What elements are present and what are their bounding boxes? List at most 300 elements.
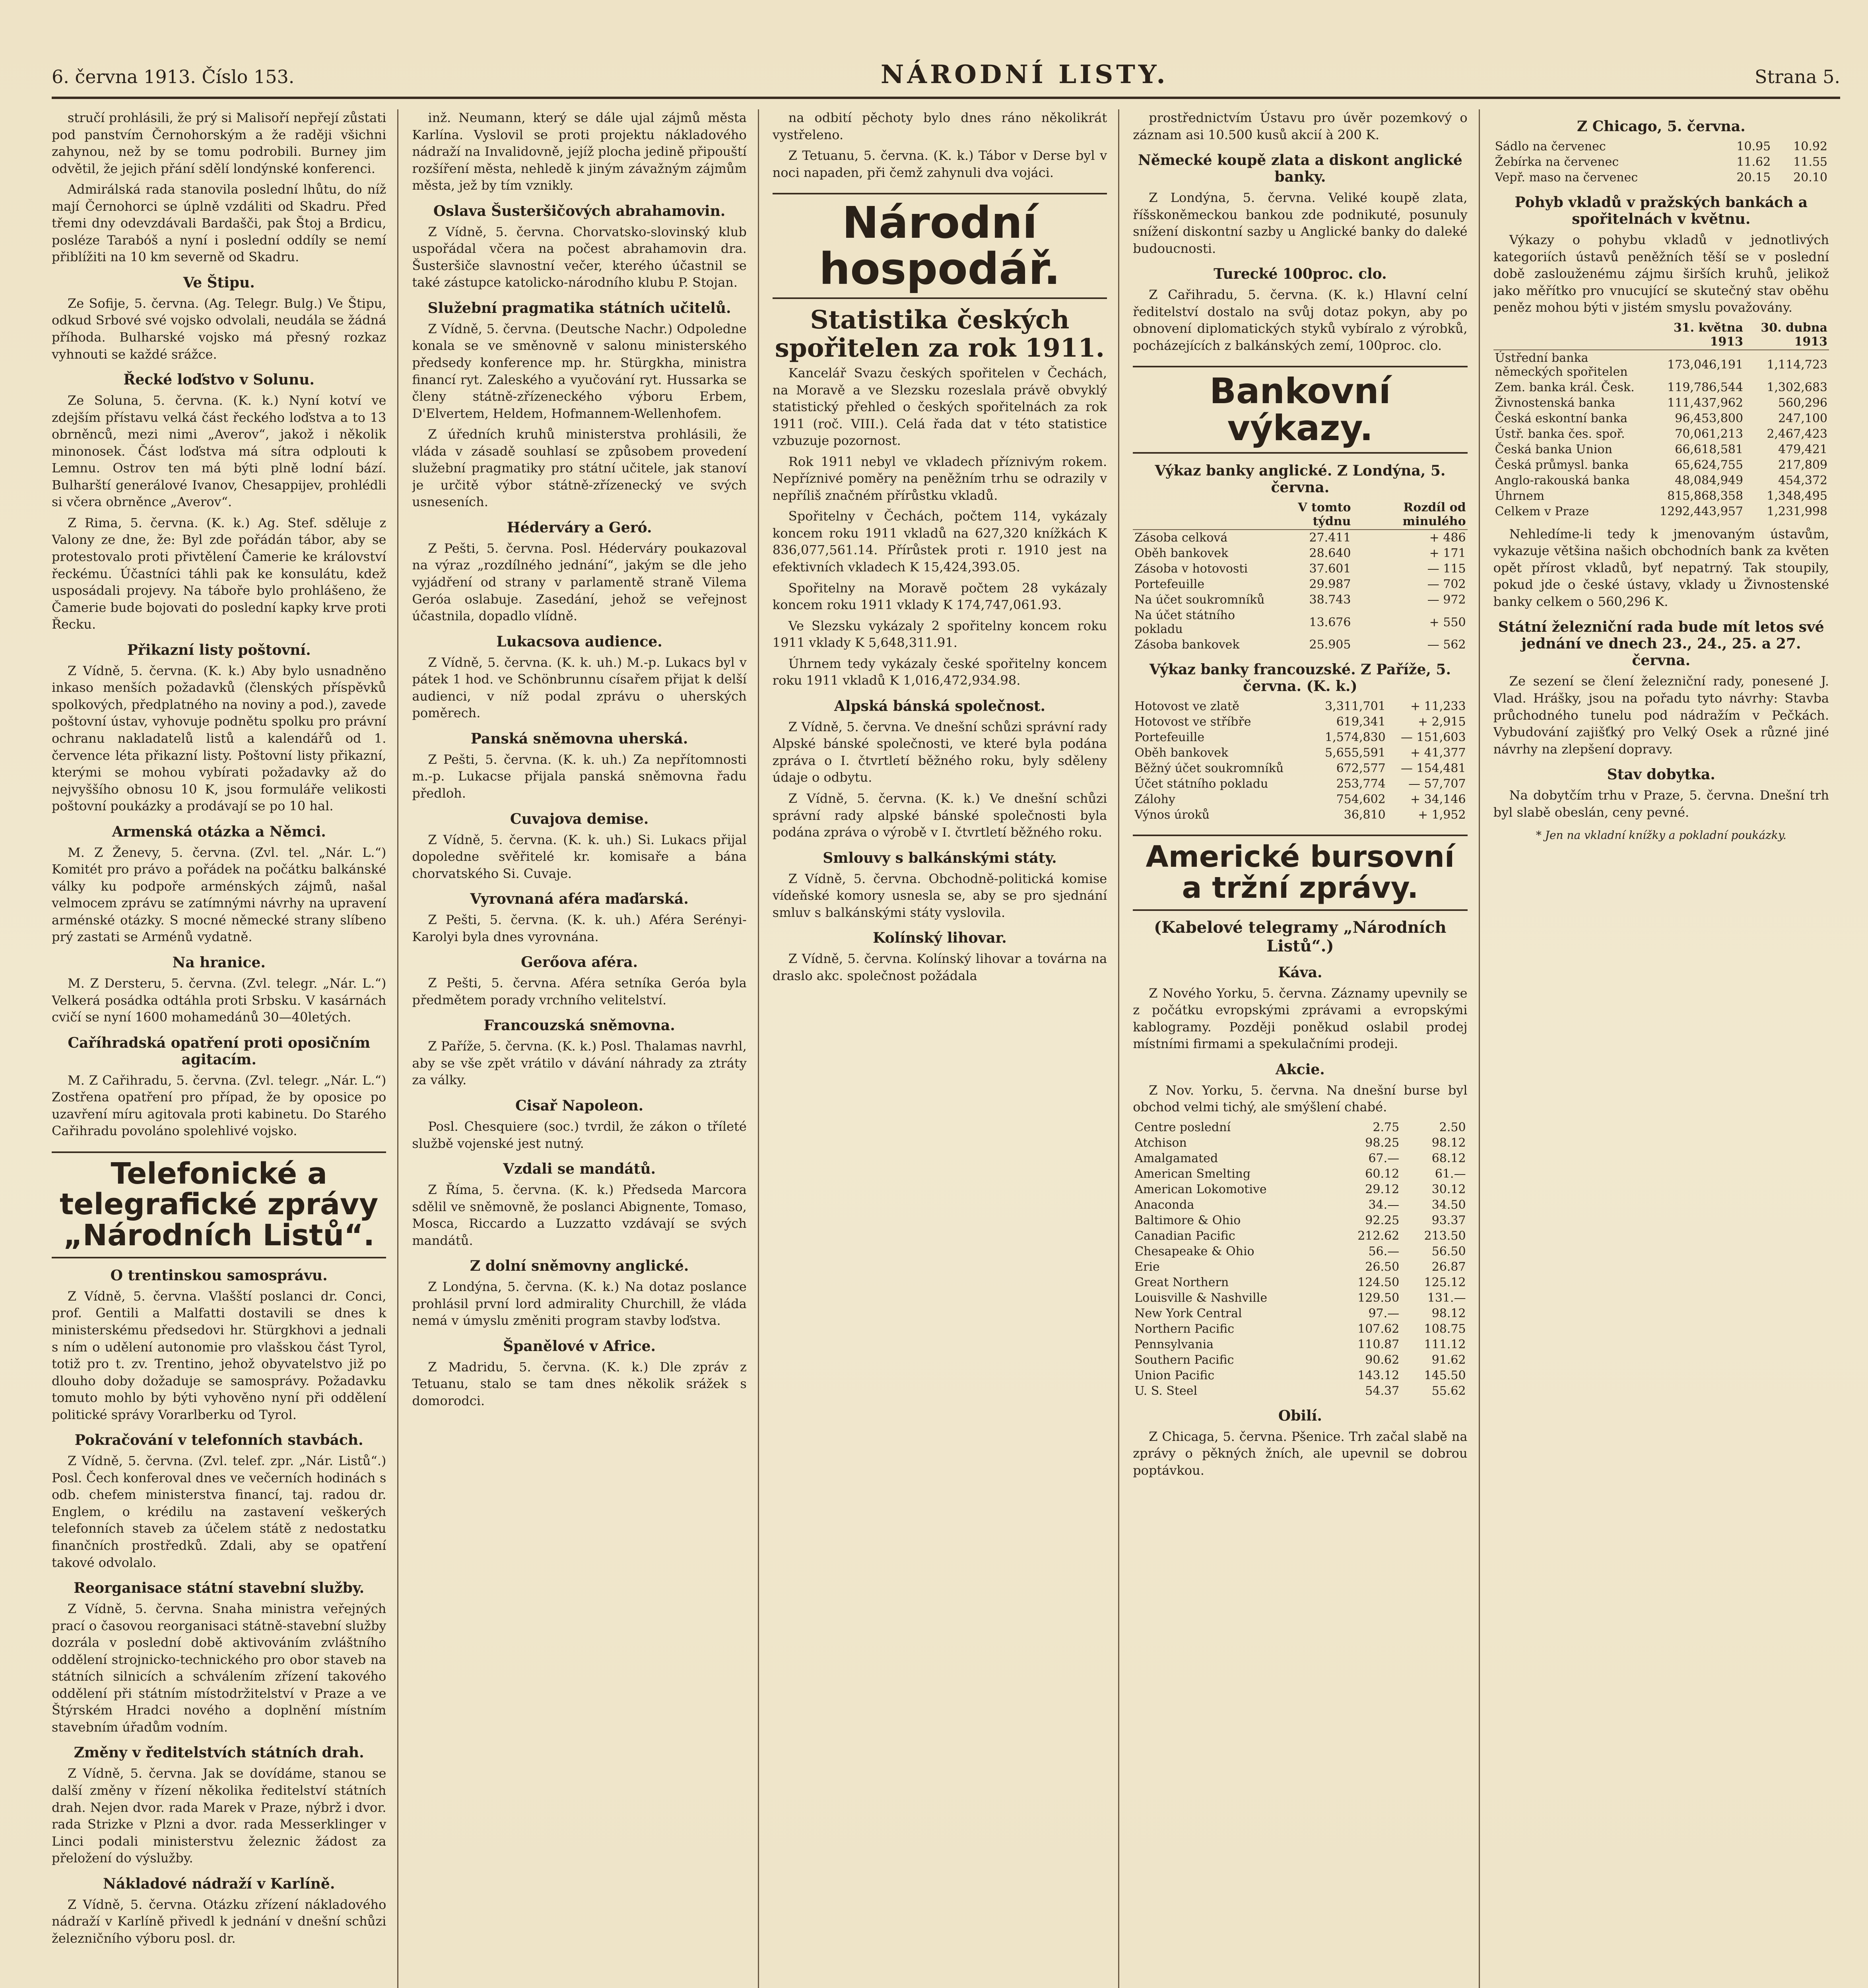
table-cell: 29.987	[1309, 577, 1351, 592]
table-row	[1133, 792, 1467, 807]
table-cell: 1,231,998	[1767, 504, 1827, 518]
table-row	[1133, 577, 1467, 592]
table-row	[1133, 1182, 1467, 1197]
table-cell: 34.—	[1368, 1198, 1400, 1212]
table-cell: Atchison	[1134, 1136, 1187, 1150]
article-title: Statistika českých spořitelen za rok 1911.	[775, 305, 1105, 363]
table-row	[1493, 395, 1829, 411]
table-cell: Na účet soukromníků	[1134, 593, 1265, 607]
column-2	[412, 109, 759, 1988]
table-cell: Zásoba celková	[1134, 531, 1228, 545]
article-heading: Gerőova aféra.	[521, 954, 638, 971]
article-text: M. Z Dersteru, 5. června. (Zvl. telegr. „Nár. L.“) Velkerá posádka odtáhla proti Srbsku. V kasárnách cvičí se nyní 1600 mohamedánů 30—40letých.	[52, 975, 386, 1025]
table-cell: 67.—	[1368, 1151, 1400, 1165]
table-cell: 97.—	[1368, 1306, 1400, 1320]
table-row	[1133, 1368, 1467, 1383]
table-header-cell: 30. dubna 1913	[1745, 320, 1829, 350]
article-text: Spořitelny v Čechách, počtem 114, vykázaly koncem roku 1911 vkladů na 627,320 knížkách K 836,077,561.14. Přírůstek proti r. 1910 jest na efektivních vkladech K 15,424,393.05.	[772, 509, 1107, 575]
article-text: Z Pešti, 5. června. Aféra setníka Geróa byla předmětem porady vrchního velitelství.	[412, 975, 747, 1008]
article-heading: Služební pragmatika státních učitelů.	[427, 299, 731, 316]
table-cell: 124.50	[1357, 1275, 1400, 1289]
columns	[52, 109, 1840, 1988]
table-row	[1133, 745, 1467, 761]
article-text: Z Vídně, 5. června. Vlašští poslanci dr. Conci, prof. Gentili a Malfatti dostavili se dnes k ministerskému předsedovi hr. Stürgkhovi a jednali s ním o udělení autonomie pro vlašskou část Tyrol, totiž pro t. zv. Trentino, jehož obyvatelstvo již po dlouho doby dožaduje se samosprávy. Požadavku tomuto mohlo by býti vyhověno nyní při oddělení politické správy Vorarlberku od Tyrol.	[52, 1288, 386, 1422]
table-row	[1133, 546, 1467, 561]
article-text: Výkazy o pohybu vkladů v jednotlivých kategoriích ústavů peněžních těší se v poslední době zaslouženému zájmu širších kruhů, jelikož jako měřítko pro vnucující se skutečný stav oběhu peněz mohou býti v jistém smyslu považovány.	[1493, 232, 1829, 315]
article-text: Z Vídně, 5. června. Kolínský lihovar a továrna na draslo akc. společnost požádala	[772, 951, 1107, 983]
table-row	[1133, 608, 1467, 637]
article-heading: Kolínský lihovar.	[873, 930, 1007, 947]
table-cell: Anglo-rakouská banka	[1495, 473, 1630, 487]
article-text: Nehledíme-li tedy k jmenovaným ústavům, vykazuje většina našich obchodních bank za květen opět přírost vkladů, byť nepatrný. Tak stoupily, pokud jde o české ústavy, vklady u Živnostenské banky celkem o 560,296 K.	[1493, 526, 1829, 609]
table-cell: Union Pacific	[1134, 1368, 1215, 1382]
article-heading: Španělové v Africe.	[503, 1338, 656, 1355]
article-text: Z úředních kruhů ministerstva prohlásili, že vláda v zásadě souhlasí se způsobem provedení služební pragmatiky pro státní učitele, jak stanoví je určitě výbor státně-zřízenecký ve svých usneseních.	[412, 427, 747, 510]
column-5	[1493, 109, 1840, 1988]
article-text: Admirálská rada stanovila poslední lhůtu, do níž mají Černohorci se úplně vzdáliti od Skadru. Před třemi dny odevzdávali Bardašči, pak Štoj a Brdicu, posléze Tarabóš a nyní i poslední oddíly se nemí přiblížiti na 10 km severně od Skadru.	[52, 182, 386, 265]
article-text: Z Vídně, 5. června. (K. k.) Aby bylo usnadněno inkaso menších požadavků (členských příspěvků spolkových, předplatného na noviny a pod.), zavede poštovní ústav, vyhovuje podnětu spolku pro právní ochranu nakladatelů listů a kalendářů od 1. července léta přikazní listy. Poštovní listy přikazní, kterými se mohou vybírati požadavky až do nejvyššího obnosu 10 K, jsou formuláře velikosti poštovní poukázky a prodávají se po 10 hal.	[52, 663, 386, 814]
table-cell: 38.743	[1309, 593, 1351, 607]
table-cell: 560,296	[1778, 396, 1827, 410]
table-cell: Ústř. banka čes. spoř.	[1495, 427, 1625, 441]
article-heading: Pokračování v telefonních stavbách.	[74, 1432, 363, 1449]
article-text: M. Z Cařihradu, 5. června. (Zvl. telegr. „Nár. L.“) Zostřena opatření pro případ, že by oposice po uzavření míru agitovala proti kabinetu. Do Starého Cařihradu povoláno spolehlivé vojsko.	[52, 1072, 386, 1139]
table-cell: 143.12	[1357, 1368, 1400, 1382]
table-row	[1493, 457, 1829, 473]
table-cell: 11.55	[1793, 155, 1827, 169]
table-cell: 93.37	[1431, 1213, 1466, 1227]
article-text: Rok 1911 nebyl ve vkladech příznivým rokem. Nepříznivé poměry na peněžním trhu se odrazily v nepříliš značném přírůstku vkladů.	[772, 454, 1107, 503]
article-text: Z Londýna, 5. června. Veliké koupě zlata, říšskoněmeckou bankou zde podnikuté, posunuly snížení diskontní sazby u Anglické banky do daleké budoucnosti.	[1133, 190, 1468, 256]
table-row	[1133, 1337, 1467, 1352]
article-heading: Reorganisace státní stavební služby.	[74, 1580, 365, 1597]
table-row	[1493, 154, 1829, 170]
table-cell: Úhrnem	[1495, 489, 1545, 503]
article-text: Z Paříže, 5. června. (K. k.) Posl. Thalamas navrhl, aby se vše zpět vrátilo v dávání náhrady za ztráty za války.	[412, 1039, 747, 1088]
table-row	[1133, 699, 1467, 714]
table-cell: 70,061,213	[1675, 427, 1743, 441]
table-cell: Great Northern	[1134, 1275, 1229, 1289]
table-header-cell: V tomto týdnu	[1269, 500, 1353, 530]
table-row	[1493, 380, 1829, 395]
table-cell: 129.50	[1357, 1291, 1400, 1305]
table-row	[1133, 1259, 1467, 1275]
table-cell: 672,577	[1336, 761, 1386, 776]
table-cell: 34.50	[1431, 1198, 1466, 1212]
table-cell: Hotovost ve zlatě	[1134, 699, 1239, 714]
table-row	[1133, 592, 1467, 608]
table-row	[1133, 1197, 1467, 1213]
table-cell: 61.—	[1435, 1167, 1466, 1181]
table-row	[1493, 442, 1829, 457]
table-cell: Portefeuille	[1134, 730, 1205, 745]
article-text: Z Vídně, 5. června. (K. k.) Ve dnešní schůzi správní rady alpské bánské společnosti byla podána zpráva o výrobě v I. čtvrtletí běžného roku.	[772, 791, 1107, 840]
table-cell: — 151,603	[1401, 730, 1466, 745]
bank-england-table	[1133, 500, 1467, 652]
table-cell: Southern Pacific	[1134, 1353, 1234, 1367]
table-heading: Výkaz banky francouzské. Z Paříže, 5. června. (K. k.)	[1149, 661, 1451, 695]
table-cell: Oběh bankovek	[1134, 546, 1229, 561]
table-cell: Portefeuille	[1134, 577, 1205, 592]
section-subheading: (Kabelové telegramy „Národních Listů“.)	[1154, 918, 1447, 955]
table-row	[1493, 473, 1829, 488]
table-cell: + 2,915	[1418, 715, 1466, 729]
table-row	[1133, 1120, 1467, 1135]
table-cell: 247,100	[1778, 411, 1827, 425]
article-heading: Caříhradská opatření proti oposičním agitacím.	[68, 1034, 371, 1068]
table-cell: U. S. Steel	[1134, 1384, 1198, 1398]
table-cell: 26.87	[1431, 1260, 1466, 1274]
table-cell: 754,602	[1336, 792, 1386, 807]
table-row	[1493, 411, 1829, 426]
article-heading: Héderváry a Geró.	[507, 519, 652, 536]
table-cell: 25.905	[1309, 638, 1351, 652]
article-text: Z Rima, 5. června. (K. k.) Ag. Stef. sděluje z Valony ze dne, že: Byl zde pořádán tábor, aby se protestovalo proti přivtělení Čamerie ke království řeckému. Účastníci táhli pak ke konsulátu, kdež usposádali projevy. Na táboře bylo prohlášeno, že Čamerie bude bojovati do poslední kapky krve proti Řecku.	[52, 515, 386, 632]
newspaper-title: NÁRODNÍ LISTY.	[880, 60, 1169, 89]
article-text: Z Tetuanu, 5. června. (K. k.) Tábor v Derse byl v noci napaden, při čemž zahynuli dva vojáci.	[772, 148, 1107, 180]
table-cell: 98.12	[1431, 1306, 1466, 1320]
bank-france-table	[1133, 699, 1467, 823]
article-heading: Smlouvy s balkánskými státy.	[823, 849, 1057, 866]
table-cell: 173,046,191	[1667, 358, 1743, 372]
table-cell: Zásoba bankovek	[1134, 638, 1240, 652]
table-cell: Oběh bankovek	[1134, 746, 1229, 760]
article-heading: Německé koupě zlata a diskont anglické banky.	[1138, 152, 1462, 186]
table-cell: Česká eskontní banka	[1495, 411, 1627, 425]
footnote: * Jen na vkladní knížky a pokladní poukázky.	[1536, 829, 1786, 842]
table-cell: Zem. banka král. Česk.	[1495, 380, 1635, 394]
table-cell: 107.62	[1357, 1322, 1400, 1336]
table-cell: 815,868,358	[1667, 489, 1743, 503]
table-cell: 29.12	[1365, 1182, 1400, 1196]
article-heading: Káva.	[1278, 964, 1322, 981]
article-text: stručí prohlásili, že prý si Malisoří nepřejí zůstati pod panstvím Černohorským a že raději všichni zahynou, než by se tomu podrobili. Burney jim odvětil, že jejich přání sdělí londýnské konferenci.	[52, 110, 386, 176]
table-cell: 119,786,544	[1667, 380, 1743, 394]
article-text: Z Vídně, 5. června. (K. k. uh.) Si. Lukacs přijal dopoledne svěřitelé kr. komisaře a bána chorvatského Si. Cuvaje.	[412, 832, 747, 881]
section-heading: Americké bursovní a tržní zprávy.	[1133, 835, 1467, 911]
article-text: Z Říma, 5. června. (K. k.) Předseda Marcora sdělil ve sněmovně, že poslanci Abignente, Tomaso, Mosca, Riccardo a Luzzatto vzdávají se svých mandátů.	[412, 1182, 747, 1248]
table-row	[1133, 1290, 1467, 1306]
article-text: Z Cařihradu, 5. června. (K. k.) Hlavní celní ředitelství dostalo na svůj dotaz pokyn, aby po obnovení diplomatických styků vybíralo z výrobků, pocházejících z balkánských zemí, 100proc. clo.	[1133, 287, 1468, 353]
table-cell: + 34,146	[1410, 792, 1466, 807]
article-heading: Stav dobytka.	[1607, 766, 1715, 783]
table-cell: — 972	[1427, 593, 1466, 607]
article-text: Z Vídně, 5. června. Obchodně-politická komise vídeňské komory usnesla se, aby se pro sjednání smluv s balkánskými státy vyslovila.	[772, 871, 1107, 920]
article-text: Ze Sofije, 5. června. (Ag. Telegr. Bulg.) Ve Štipu, odkud Srbové své vojsko odvolali, neudála se žádná příhoda. Bulharské vojsko má přesný rozkaz vyhnouti se každé srážce.	[52, 295, 386, 362]
article-text: Z Vídně, 5. června. Chorvatsko-slovinský klub uspořádal včera na počest abrahamovin dra. Šusteršiče slavnostní večer, kterého účastnil se také zástupce katolicko-národního klubu P. Stojan.	[412, 224, 747, 290]
table-cell: 213.50	[1424, 1229, 1466, 1243]
table-row	[1133, 1135, 1467, 1151]
table-header-row	[1133, 500, 1467, 530]
article-heading: Přikazní listy poštovní.	[127, 641, 311, 658]
article-heading: Pohyb vkladů v pražských bankách a spořitelnách v květnu.	[1515, 194, 1808, 227]
article-heading: Akcie.	[1275, 1061, 1325, 1078]
table-row	[1133, 530, 1467, 546]
table-cell: Northern Pacific	[1134, 1322, 1235, 1336]
table-cell: Sádlo na červenec	[1495, 140, 1606, 153]
table-cell: Erie	[1134, 1260, 1160, 1274]
table-header-cell: 31. května 1913	[1647, 320, 1745, 350]
masthead	[52, 60, 1840, 99]
table-row	[1133, 1383, 1467, 1399]
table-cell: 26.50	[1365, 1260, 1400, 1274]
article-text: Z Nov. Yorku, 5. června. Na dnešní burse byl obchod velmi tichý, ale smýšlení chabé.	[1133, 1082, 1468, 1115]
table-row	[1133, 1151, 1467, 1166]
article-heading: Nákladové nádraží v Karlíně.	[103, 1875, 335, 1892]
table-heading: Výkaz banky anglické. Z Londýna, 5. června.	[1155, 462, 1446, 496]
article-heading: Státní železniční rada bude mít letos své jednání ve dnech 23., 24., 25. a 27. června.	[1498, 619, 1824, 669]
table-cell: 1292,443,957	[1660, 504, 1743, 518]
article-heading: Oslava Šusteršičových abrahamovin.	[433, 202, 726, 219]
table-cell: 131.—	[1427, 1291, 1466, 1305]
table-cell: 55.62	[1431, 1384, 1466, 1398]
table-cell: Amalgamated	[1134, 1151, 1218, 1165]
table-cell: American Lokomotive	[1134, 1182, 1267, 1196]
table-row	[1133, 1244, 1467, 1259]
section-heading: Národní hospodář.	[773, 193, 1107, 299]
article-text: Z Pešti, 5. června. (K. k. uh.) Aféra Serényi-Karolyi byla dnes vyrovnána.	[412, 912, 747, 944]
table-cell: 36,810	[1344, 808, 1386, 822]
table-cell: 217,809	[1778, 458, 1827, 472]
article-text: Ve Slezsku vykázaly 2 spořitelny koncem roku 1911 vklady K 5,648,311.91.	[772, 618, 1107, 650]
article-heading: Řecké loďstvo v Solunu.	[123, 371, 315, 388]
article-heading: Z dolní sněmovny anglické.	[470, 1258, 689, 1275]
article-text: Úhrnem tedy vykázaly české spořitelny koncem roku 1911 vkladů K 1,016,472,934.98.	[772, 656, 1107, 688]
article-heading: O trentinskou samosprávu.	[110, 1267, 328, 1284]
table-cell: 10.95	[1736, 140, 1771, 153]
article-heading: Ve Štipu.	[183, 274, 255, 291]
table-cell: 108.75	[1424, 1322, 1466, 1336]
table-cell: 92.25	[1365, 1213, 1400, 1227]
article-text: Kancelář Svazu českých spořitelen v Čechách, na Moravě a ve Slezsku rozeslala právě obvyklý statistický přehled o českých spořitelnách za rok 1911 (roč. VIII.). Celá řada dat v této statistice vzbuzuje pozornost.	[772, 365, 1107, 448]
article-heading: Armenská otázka a Němci.	[112, 823, 326, 840]
table-row	[1133, 761, 1467, 776]
article-text: Z Vídně, 5. června. Jak se dovídáme, stanou se další změny v řízení několika ředitelství státních drah. Nejen dvor. rada Marek v Praze, nýbrž i dvor. rada Strizke v Plzni a dvor. rada Messerklinger v Linci podali ministerstvu železnic žádost za přeložení do výslužby.	[52, 1766, 386, 1866]
article-text: Z Nového Yorku, 5. června. Záznamy upevnily se z počátku evropskými zprávami a evropskými kablogramy. Později poněkud oslabil prodej místními firmami a spekulačními prodeji.	[1133, 985, 1468, 1052]
table-cell: 28.640	[1309, 546, 1351, 561]
table-cell: Canadian Pacific	[1134, 1229, 1235, 1243]
table-cell: Anaconda	[1134, 1198, 1194, 1212]
table-cell: 48,084,949	[1675, 473, 1743, 487]
article-text: Na dobytčím trhu v Praze, 5. června. Dnešní trh byl slabě obeslán, ceny pevné.	[1493, 788, 1829, 820]
article-text: Z Vídně, 5. června. (Zvl. telef. zpr. „Nár. Listů“.) Posl. Čech konferoval dnes ve večerních hodinách s odb. chefem ministerstva financí, taj. radou dr. Englem, o krédilu na zastavení veškerých telefonních staveb za účelem státě z nedostatku finančních prostředků. Zdali, aby se opatření takové odvolalo.	[52, 1453, 386, 1570]
table-cell: 111.12	[1424, 1337, 1466, 1351]
stock-table	[1133, 1120, 1467, 1399]
article-heading: Alpská bánská společnost.	[834, 697, 1046, 714]
article-text: Posl. Chesquiere (soc.) tvrdil, že zákon o tříleté službě vojenské jest nutný.	[412, 1118, 747, 1151]
table-cell: 37.601	[1309, 562, 1351, 576]
table-cell: 10.92	[1793, 140, 1827, 153]
article-text: Z Vídně, 5. června. Snaha ministra veřejných prací o časovou reorganisaci státně-stavební služby dozrála v poslední době aktivováním zvláštního oddělení strojnicko-technického pro obor staveb na státních silnicích a schválením zřízení takového oddělení při státním místodržitelství v Praze a ve Štýrském Hradci nového a doplnění místním stavebním úřadům vodním.	[52, 1601, 386, 1735]
table-heading: Z Chicago, 5. června.	[1577, 118, 1746, 135]
article-heading: Vzdali se mandátů.	[503, 1161, 656, 1178]
table-cell: Louisville & Nashville	[1134, 1291, 1268, 1305]
table-cell: 1,114,723	[1767, 358, 1827, 372]
table-cell: 98.25	[1365, 1136, 1400, 1150]
column-1	[52, 109, 398, 1988]
table-cell: 54.37	[1365, 1384, 1400, 1398]
table-cell: 11.62	[1736, 155, 1771, 169]
article-heading: Lukacsova audience.	[496, 633, 662, 650]
page-number: Strana 5.	[1755, 66, 1840, 87]
article-text: Z Madridu, 5. června. (K. k.) Dle zpráv z Tetuanu, stalo se tam dnes několik srážek s domorodci.	[412, 1359, 747, 1408]
table-row	[1493, 350, 1829, 380]
article-text: Z Pešti, 5. června. (K. k. uh.) Za nepřítomnosti m.-p. Lukacse přijala panská sněmovna řadu předloh.	[412, 751, 747, 801]
table-cell: Běžný účet soukromníků	[1134, 761, 1284, 776]
table-cell: Celkem v Praze	[1495, 504, 1589, 518]
table-cell: Zálohy	[1134, 792, 1175, 807]
table-cell: 253,774	[1336, 777, 1386, 791]
table-cell: Účet státního pokladu	[1134, 777, 1268, 791]
table-cell: 98.12	[1431, 1136, 1466, 1150]
table-cell: Vepř. maso na červenec	[1495, 171, 1638, 184]
table-cell: 110.87	[1357, 1337, 1400, 1351]
article-text: prostřednictvím Ústavu pro úvěr pozemkový o záznam asi 10.500 kusů akcií à 200 K.	[1133, 110, 1468, 142]
article-text: M. Z Ženevy, 5. června. (Zvl. tel. „Nár. L.“) Komitét pro právo a pořádek na počátku balkánské války ku podpoře arménských zájmů, našal velmocem zprávu se zatímnými návrhy na upravení arménské otázky. S mocné německé strany slíbeno prý zastati se Arménů vydatně.	[52, 845, 386, 945]
table-cell: + 171	[1429, 546, 1466, 561]
table-cell: 1,348,495	[1767, 489, 1827, 503]
table-cell: 20.10	[1793, 171, 1827, 184]
column-3	[773, 109, 1119, 1988]
table-cell: + 1,952	[1418, 808, 1466, 822]
table-cell: Pennsylvania	[1134, 1337, 1214, 1351]
table-row	[1133, 807, 1467, 823]
table-row	[1133, 1213, 1467, 1228]
table-cell: + 486	[1429, 531, 1466, 545]
table-cell: 60.12	[1365, 1167, 1400, 1181]
table-row	[1493, 170, 1829, 185]
table-cell: 479,421	[1778, 442, 1827, 456]
table-cell: 65,624,755	[1675, 458, 1743, 472]
table-cell: 1,302,683	[1767, 380, 1827, 394]
table-cell: 5,655,591	[1325, 746, 1386, 760]
article-text: inž. Neumann, který se dále ujal zájmů města Karlína. Vyslovil se proti projektu nákladového nádraží na Invalidovně, jejíž plocha jedině připouští rozšíření města, nehledě k jiným závažným zájmům města, jež by tím vznikly.	[412, 110, 747, 193]
table-cell: 56.—	[1368, 1244, 1400, 1258]
table-cell: Výnos úroků	[1134, 808, 1210, 822]
article-text: na odbití pěchoty bylo dnes ráno několikrát vystřeleno.	[772, 110, 1107, 142]
table-header-cell	[1493, 320, 1647, 350]
article-text: Ze sezení se člení železniční rady, ponesené J. Vlad. Hrášky, jsou na pořadu tyto návrhy: Stavba průchodného tunelu pod nádražím v Pečkách. Vybudování zajišťký pro Velký Osek a různé jiné návrhy na zlepšení dopravy.	[1493, 674, 1829, 757]
table-cell: 91.62	[1431, 1353, 1466, 1367]
table-cell: 2,467,423	[1767, 427, 1827, 441]
table-cell: New York Central	[1134, 1306, 1242, 1320]
table-row	[1133, 1275, 1467, 1290]
table-cell: American Smelting	[1134, 1167, 1251, 1181]
table-cell: Česká průmysl. banka	[1495, 458, 1629, 472]
article-text: Z Vídně, 5. června. (Deutsche Nachr.) Odpoledne konala se ve směnovně v salonu ministerského předsedy konference mp. hr. Stürgkha, ministra financí ryt. Zaleského a vyučování ryt. Hussarka se členy státně-zřízeneckého výboru Erbem, D'Elvertem, Heldem, Hofmannem-Wellenhofem.	[412, 321, 747, 421]
table-cell: Ústřední banka německých spořitelen	[1495, 351, 1628, 379]
table-cell: 3,311,701	[1325, 699, 1386, 714]
table-row	[1133, 714, 1467, 730]
table-row	[1133, 1306, 1467, 1321]
article-text: Spořitelny na Moravě počtem 28 vykázaly koncem roku 1911 vklady K 174,747,061.93.	[772, 580, 1107, 613]
table-cell: — 154,481	[1401, 761, 1466, 776]
table-cell: — 562	[1427, 638, 1466, 652]
table-cell: 96,453,800	[1675, 411, 1743, 425]
table-cell: 20.15	[1736, 171, 1771, 184]
table-cell: Česká banka Union	[1495, 442, 1612, 456]
article-text: Z Vídně, 5. června. Ve dnešní schůzi správní rady Alpské bánské společnosti, ve které byla podána zpráva o I. čtvrtletí běžného roku, byly sděleny údaje o odbytu.	[772, 719, 1107, 785]
table-cell: 27.411	[1309, 531, 1351, 545]
article-heading: Francouzská sněmovna.	[484, 1017, 675, 1034]
table-cell: 454,372	[1778, 473, 1827, 487]
table-cell: Chesapeake & Ohio	[1134, 1244, 1254, 1258]
article-text: Z Vídně, 5. června. (K. k. uh.) M.-p. Lukacs byl v pátek 1 hod. ve Schönbrunnu císařem přijat k delší audienci, v níž podal zprávu o uherských poměrech.	[412, 654, 747, 721]
issue-date: 6. června 1913. Číslo 153.	[52, 66, 295, 87]
table-cell: 2.50	[1439, 1120, 1466, 1134]
section-heading: Bankovní výkazy.	[1133, 366, 1467, 454]
article-text: Z Pešti, 5. června. Posl. Héderváry poukazoval na výraz „rozdílného jednání“, jakým se dle jeho vyjádření od strany v parlamentě straně Vilema Geróa oslabuje. Zasedání, jehož se veřejnost účastnila, dopadlo vlídně.	[412, 540, 747, 624]
table-cell: 145.50	[1424, 1368, 1466, 1382]
table-cell: 619,341	[1336, 715, 1386, 729]
table-cell: 90.62	[1365, 1353, 1400, 1367]
section-heading: Telefonické a telegrafické zprávy „Národních Listů“.	[52, 1151, 386, 1258]
table-row	[1493, 426, 1829, 442]
table-cell: 68.12	[1431, 1151, 1466, 1165]
table-row	[1493, 504, 1829, 519]
table-row	[1133, 561, 1467, 577]
table-cell: 111,437,962	[1667, 396, 1743, 410]
table-cell: Zásoba v hotovosti	[1134, 562, 1248, 576]
table-header-cell: Rozdíl od minulého	[1352, 500, 1467, 530]
table-cell: Na účet státního pokladu	[1134, 608, 1235, 637]
table-cell: — 115	[1427, 562, 1466, 576]
table-cell: — 702	[1427, 577, 1466, 592]
table-cell: Hotovost ve stříbře	[1134, 715, 1251, 729]
table-cell: 1,574,830	[1325, 730, 1386, 745]
table-cell: 125.12	[1424, 1275, 1466, 1289]
table-row	[1133, 637, 1467, 652]
deposits-table	[1493, 320, 1829, 519]
table-row	[1493, 139, 1829, 154]
article-heading: Vyrovnaná aféra maďarská.	[470, 891, 689, 908]
table-cell: 66,618,581	[1675, 442, 1743, 456]
table-cell: 30.12	[1431, 1182, 1466, 1196]
table-row	[1133, 730, 1467, 745]
table-cell: 2.75	[1373, 1120, 1400, 1134]
article-heading: Obilí.	[1278, 1407, 1322, 1424]
article-heading: Změny v ředitelstvích státních drah.	[74, 1744, 364, 1761]
table-cell: 212.62	[1357, 1229, 1400, 1243]
article-heading: Na hranice.	[172, 954, 266, 971]
article-text: Z Vídně, 5. června. Otázku zřízení nákladového nádraží v Karlíně přivedl k jednání v dnešní schůzi železničního výboru posl. dr.	[52, 1897, 386, 1946]
table-row	[1133, 1352, 1467, 1368]
article-heading: Turecké 100proc. clo.	[1214, 266, 1387, 283]
table-cell: Baltimore & Ohio	[1134, 1213, 1241, 1227]
table-cell: Žebírka na červenec	[1495, 155, 1619, 169]
table-cell: 56.50	[1431, 1244, 1466, 1258]
table-cell: + 11,233	[1410, 699, 1466, 714]
chicago-table	[1493, 139, 1829, 185]
table-header-row	[1493, 320, 1829, 350]
article-heading: Panská sněmovna uherská.	[470, 730, 688, 747]
table-row	[1133, 776, 1467, 792]
table-cell: Živnostenská banka	[1495, 396, 1616, 410]
article-text: Z Chicaga, 5. června. Pšenice. Trh začal slabě na zprávy o pěkných žních, ale upevnil se dobrou poptávkou.	[1133, 1429, 1468, 1478]
table-cell: — 57,707	[1408, 777, 1466, 791]
table-row	[1133, 1321, 1467, 1337]
table-row	[1493, 488, 1829, 504]
column-4	[1133, 109, 1480, 1988]
table-cell: + 41,377	[1410, 746, 1466, 760]
article-heading: Cisař Napoleon.	[515, 1097, 644, 1114]
article-text: Z Londýna, 5. června. (K. k.) Na dotaz poslance prohlásil první lord admirality Churchill, že vláda nemá v úmyslu změniti program stavby loďstva.	[412, 1279, 747, 1328]
table-cell: Centre poslední	[1134, 1120, 1231, 1134]
table-cell: + 550	[1429, 615, 1466, 629]
table-header-cell	[1133, 500, 1268, 530]
table-cell: 13.676	[1309, 615, 1351, 629]
table-row	[1133, 1166, 1467, 1182]
